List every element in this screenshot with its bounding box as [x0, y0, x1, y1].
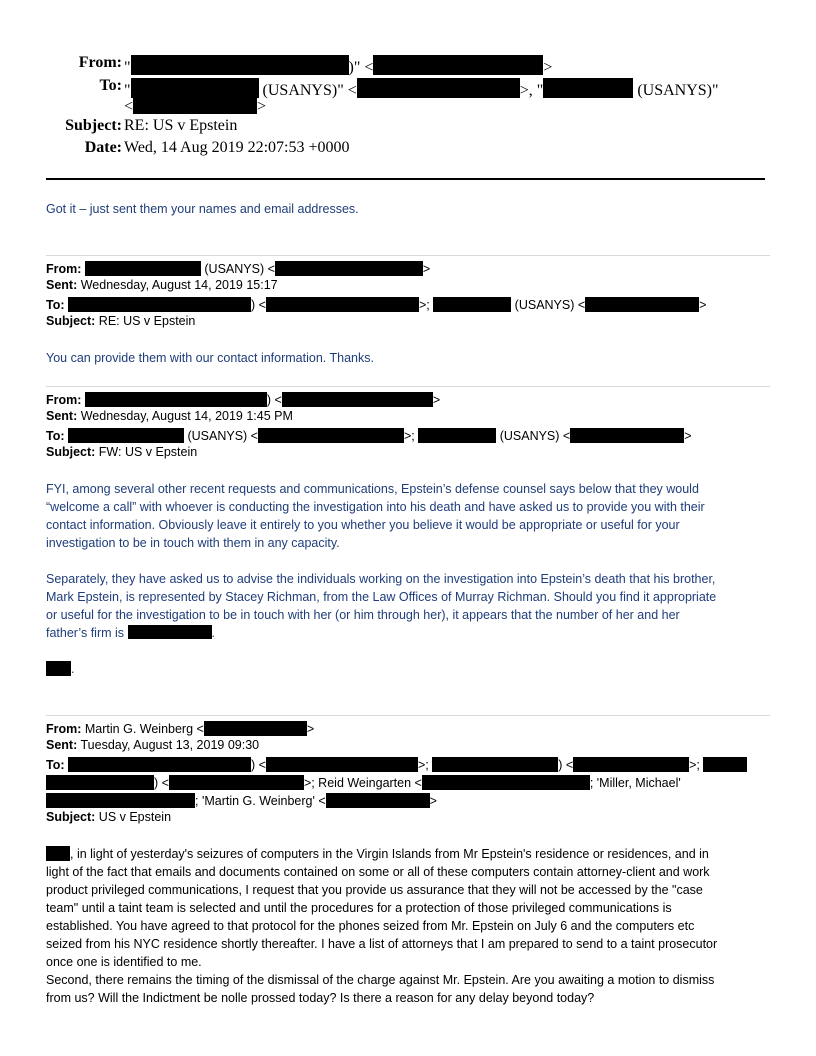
msg2-sent-row: Sent: Wednesday, August 14, 2019 15:17 — [46, 278, 278, 292]
header-from-label: From: — [78, 54, 122, 71]
redaction-block — [133, 96, 257, 114]
redaction-block — [543, 78, 633, 98]
redaction-block — [85, 392, 267, 407]
msg2-subject-row: Subject: RE: US v Epstein — [46, 314, 196, 328]
redaction-block — [282, 392, 433, 407]
message-divider — [46, 715, 770, 716]
redaction-block — [266, 757, 418, 772]
header-divider — [46, 178, 765, 180]
header-subject-label: Subject: — [65, 117, 122, 134]
msg2-from-row: From: (USANYS) < > — [46, 262, 431, 276]
redaction-block — [68, 757, 251, 772]
msg3-from-row: From: ) < > — [46, 393, 441, 407]
redaction-block — [326, 793, 430, 808]
redaction-block — [85, 261, 201, 276]
redaction-block — [573, 757, 689, 772]
message-divider — [46, 255, 770, 256]
redaction-block — [418, 428, 496, 443]
redaction-block — [432, 757, 558, 772]
header-date-label: Date: — [84, 139, 122, 156]
msg2-body: You can provide them with our contact information. Thanks. — [46, 351, 374, 365]
msg4-from-row: From: Martin G. Weinberg < > — [46, 722, 315, 736]
redaction-block — [433, 297, 511, 312]
redaction-block — [46, 661, 71, 676]
msg4-sent-row: Sent: Tuesday, August 13, 2019 09:30 — [46, 738, 260, 752]
redaction-block — [703, 757, 747, 772]
redaction-block — [46, 846, 70, 861]
redaction-block — [131, 78, 259, 98]
header-subject-value: RE: US v Epstein — [124, 117, 238, 134]
redaction-block — [204, 721, 307, 736]
redaction-block — [128, 625, 212, 639]
msg4-to-row: To: ) < >; ) < >; — [46, 757, 747, 772]
msg3-subject-row: Subject: FW: US v Epstein — [46, 445, 198, 459]
redaction-block — [46, 775, 154, 790]
redaction-block — [258, 428, 404, 443]
reply-body: Got it – just sent them your names and email addresses. — [46, 202, 359, 216]
msg3-sent-row: Sent: Wednesday, August 14, 2019 1:45 PM — [46, 409, 293, 423]
redaction-block — [68, 428, 184, 443]
msg3-to-row: To: (USANYS) < >; (USANYS) < > — [46, 429, 692, 443]
msg3-paragraph-2: Separately, they have asked us to advise the individuals working on the investigation into Epstein’s death that his brother, Mark Epstein, is represented by Stacey Richman, from the Law Offices of Murray Richman. Should you find it appropriate or useful for the investigation to be in touch with her (or him through her), it appears that the number of her and her father’s firm is . — [46, 572, 717, 640]
email-document: From: " )" < > To: " (USANYS)" < >, " (USANYS)" < > Subject: RE: US v Epstein Date: Wed, 14 Aug 2019 22:07:53 +0000 Got it – just sent them your names and email addresses. From: (USANYS) < > Sent: Wednesday, August 14, 2019 15:17 To: ) < >; (USANYS) < > Subject: RE: US v Epstein You can provide them with our contact information. Thanks. From: ) < > Sent: Wednesday, August 14, 2019 1:45 PM To: (USANYS) < >; (USANYS) < > Subject: FW: US v Epstein FYI, among several other recent requests and communications, Epstein’s defense counsel says below that they would “welcome a call” with whoever is conducting the investigation into his death and have asked us to provide you with their contact information. Obviously leave it entirely to you whether you believe it would be appropriate or useful for your investigation to be in touch with them in any capacity. Separately, they have asked us to advise the individuals working on the investigation into Epstein’s death that his brother, Mark Epstein, is represented by Stacey Richman, from the Law Offices of Murray Richman. Should you find it appropriate or useful for the investigation to be in touch with her (or him through her), it appears that the number of her and her father’s firm is . . From: Martin G. Weinberg < > Sent: Tuesday, August 13, 2019 09:30 To: ) < >; ) < >; ) < >; Reid Weingarten < ; 'Miller, Michael' ; 'Martin G. Weinberg' < > Subject: US v Epstein , in light of yesterday's seizures of computers in the Virgin Islands from Mr Epstein's residence or residences, and in light of the fact that emails and documents contained on some or all of these computers contain attorney-client and work product privileged communications, I request that you provide us assurance that they will not be accessed by the "case team" until a taint team is selected and until the procedures for a protection of those privileged communications is established. You have agreed to that protocol for the phones seized from Mr. Epstein on July 6 and the computers etc seized from his NYC residence shortly thereafter. I have a list of attorneys that I am prepared to send to a taint prosecutor once one is identified to me. Second, there remains the timing of the dismissal of the charge against Mr. Epstein. Are you awaiting a motion to dismiss from us? Will the Indictment be nolle prossed today? Is there a reason for any delay beyond today? — [0, 0, 816, 1056]
message-divider — [46, 386, 770, 387]
msg4-to-row-cont: ) < >; Reid Weingarten < ; 'Miller, Michael' — [46, 775, 681, 790]
header-to-label: To: — [99, 77, 122, 94]
redaction-block — [422, 775, 590, 790]
msg2-to-row: To: ) < >; (USANYS) < > — [46, 298, 707, 312]
redaction-block — [357, 78, 520, 98]
msg3-signature: . — [46, 660, 770, 678]
header-date-value: Wed, 14 Aug 2019 22:07:53 +0000 — [124, 139, 350, 156]
redaction-block — [585, 297, 699, 312]
redaction-block — [68, 297, 251, 312]
redaction-block — [169, 775, 304, 790]
redaction-block — [131, 55, 349, 75]
redaction-block — [373, 55, 543, 75]
msg4-to-row-cont-2: ; 'Martin G. Weinberg' < > — [46, 793, 437, 808]
msg3-paragraph-1: FYI, among several other recent requests and communications, Epstein’s defense counsel says below that they would “welcome a call” with whoever is conducting the investigation into his death and have asked us to provide you with their contact information. Obviously leave it entirely to you whether you believe it would be appropriate or useful for your investigation to be in touch with them in any capacity. — [46, 482, 705, 550]
msg4-subject-row: Subject: US v Epstein — [46, 810, 172, 824]
msg4-body: , in light of yesterday's seizures of computers in the Virgin Islands from Mr Epstein's residence or residences, and in light of the fact that emails and documents contained on some or all of these computers contain attorney-client and work product privileged communications, I request that you provide us assurance that they will not be accessed by the "case team" until a taint team is selected and until the procedures for a protection of those privileged communications is established. You have agreed to that protocol for the phones seized from Mr. Epstein on July 6 and the computers etc seized from his NYC residence shortly thereafter. I have a list of attorneys that I am prepared to send to a taint prosecutor once one is identified to me. Second, there remains the timing of the dismissal of the charge against Mr. Epstein. Are you awaiting a motion to dismiss from us? Will the Indictment be nolle prossed today? Is there a reason for any delay beyond today? — [46, 847, 718, 1005]
redaction-block — [275, 261, 423, 276]
redaction-block — [570, 428, 684, 443]
redaction-block — [266, 297, 419, 312]
redaction-block — [46, 793, 195, 808]
